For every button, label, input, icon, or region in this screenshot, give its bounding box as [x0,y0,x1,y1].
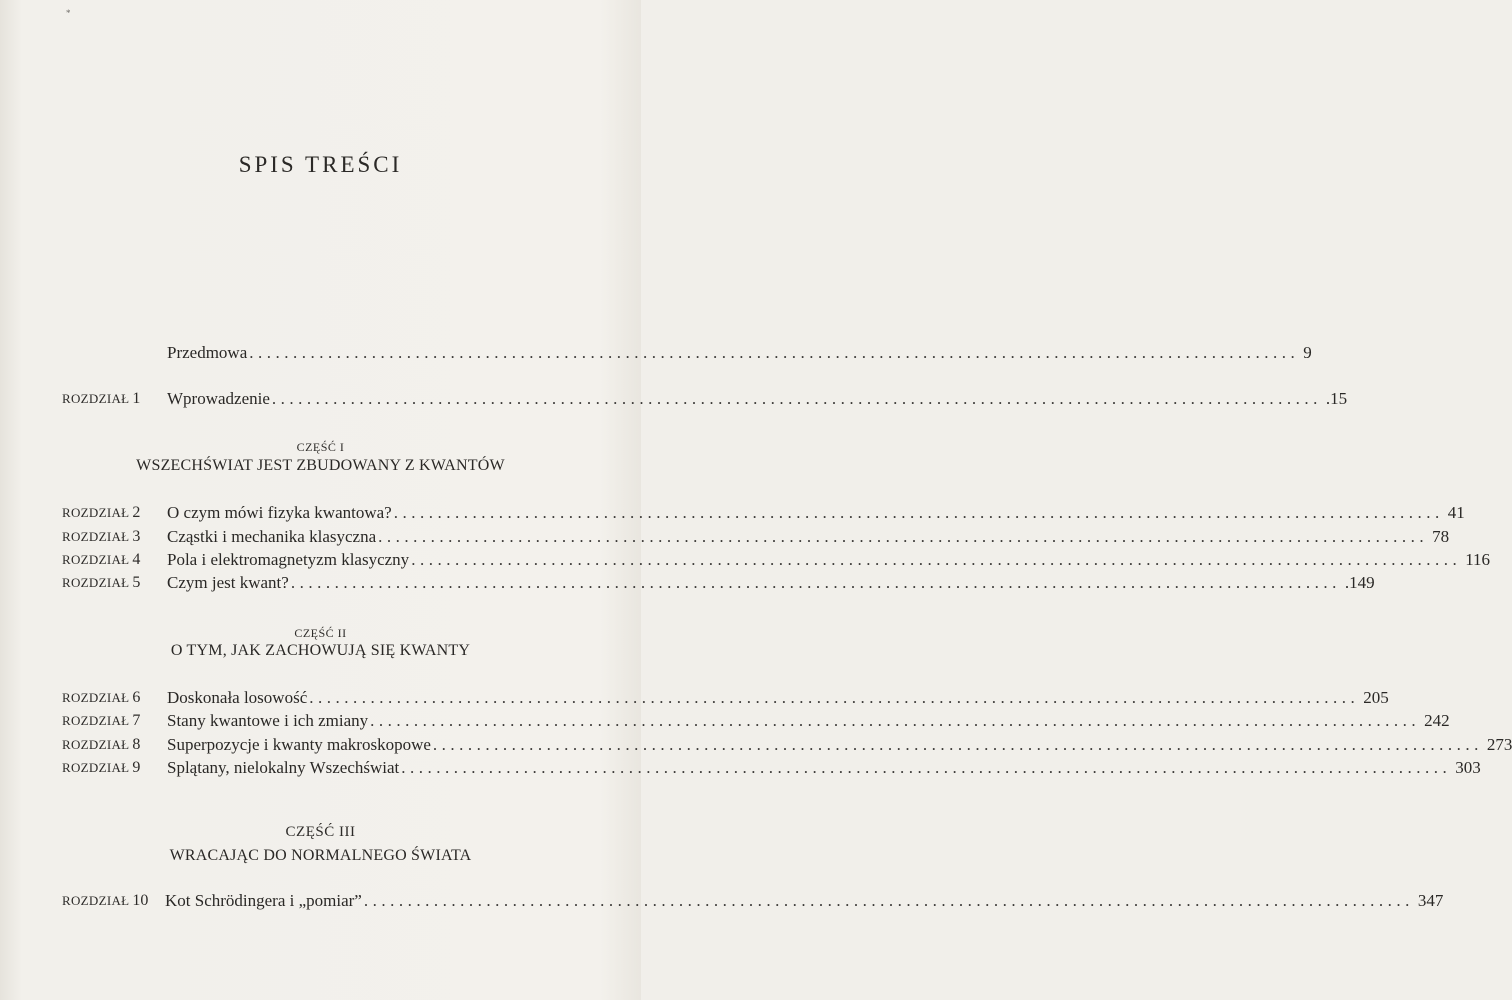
toc-entry [167,548,1491,572]
dot-leader: ........................................................................................................................ [401,758,1452,777]
toc-entry [167,341,1312,365]
toc-entry-chapter-1 [0,387,1348,411]
entry-title: Kot Schrödingera i „pomiar” [165,891,362,910]
dot-leader: ........................................................................................................................ [378,527,1429,546]
toc-entry [167,709,1450,733]
corner-mark: * [66,8,71,18]
toc-entry [167,501,1465,525]
toc-entry-chapter-3 [0,525,1450,549]
entry-title: Wprowadzenie [167,389,270,408]
part-title-3: WRACAJĄC DO NORMALNEGO ŚWIATA [169,847,472,864]
dot-leader: ........................................................................................................................ [393,503,1444,522]
toc-entry [167,733,1512,757]
entry-title: Czym jest kwant? [167,573,289,592]
page-number: 347 [1417,891,1444,910]
part-label-1: CZĘŚĆ I [296,440,345,454]
part-title-2: O TYM, JAK ZACHOWUJĄ SIĘ KWANTY [170,642,471,659]
toc-entry-chapter-2 [0,501,1465,525]
entry-title: Stany kwantowe i ich zmiany [167,711,369,730]
dot-leader: ........................................................................................................................ [309,688,1360,707]
chapter-label: ROZDZIAŁ 5 [62,574,141,591]
page-number: 78 [1432,527,1450,546]
chapter-label: ROZDZIAŁ 9 [62,759,141,776]
dot-leader: ........................................................................................................................ [271,389,1322,408]
dot-leader: ........................................................................................................................ [411,550,1462,569]
page-number: 205 [1363,688,1389,707]
toc-entry-chapter-5 [0,571,1375,595]
chapter-label: ROZDZIAŁ 4 [62,551,141,568]
part-label-3: CZĘŚĆ III [285,824,356,840]
dot-leader: ........................................................................................................................ [370,711,1421,730]
entry-title: O czym mówi fizyka kwantowa? [167,503,392,522]
page-number: 116 [1465,550,1491,569]
page-number: 9 [1303,343,1312,362]
chapter-label: ROZDZIAŁ 6 [62,689,141,706]
chapter-label: ROZDZIAŁ 8 [62,736,141,753]
page-number: 242 [1424,711,1450,730]
toc-entry [167,387,1348,411]
toc-entry-preface [0,341,1312,365]
dot-leader: ........................................................................................................................ [249,343,1300,362]
dot-leader: ........................................................................................................................ [432,735,1483,754]
chapter-label: ROZDZIAŁ 10 [62,892,149,909]
entry-title: Przedmowa [167,343,248,362]
page-number: .149 [1344,573,1375,592]
toc-entry-chapter-10 [0,889,1444,913]
page-number: .15 [1325,389,1348,408]
entry-title: Doskonała losowość [167,688,308,707]
chapter-label: ROZDZIAŁ 1 [62,390,141,407]
toc-entry-chapter-9 [0,756,1481,780]
toc-entry [167,756,1481,780]
dot-leader: ........................................................................................................................ [290,573,1341,592]
part-title-1: WSZECHŚWIAT JEST ZBUDOWANY Z KWANTÓW [136,457,505,474]
chapter-label: ROZDZIAŁ 3 [62,528,141,545]
toc-entry [167,686,1389,710]
toc-entry [167,525,1450,549]
page-number: 303 [1455,758,1481,777]
page-title: SPIS TREŚCI [238,152,403,177]
entry-title: Pola i elektromagnetyzm klasyczny [167,550,410,569]
toc-entry-chapter-8 [0,733,1512,757]
dot-leader: ........................................................................................................................ [363,891,1414,910]
toc-entry [165,889,1444,913]
page-number: 273 [1486,735,1512,754]
entry-title: Splątany, nielokalny Wszechświat [167,758,400,777]
page-number: 41 [1447,503,1465,522]
part-label-2: CZĘŚĆ II [294,626,347,640]
toc-entry [167,571,1375,595]
entry-title: Cząstki i mechanika klasyczna [167,527,377,546]
toc-entry-chapter-4 [0,548,1491,572]
chapter-label: ROZDZIAŁ 2 [62,504,141,521]
toc-entry-chapter-7 [0,709,1450,733]
chapter-label: ROZDZIAŁ 7 [62,712,141,729]
entry-title: Superpozycje i kwanty makroskopowe [167,735,431,754]
toc-entry-chapter-6 [0,686,1389,710]
